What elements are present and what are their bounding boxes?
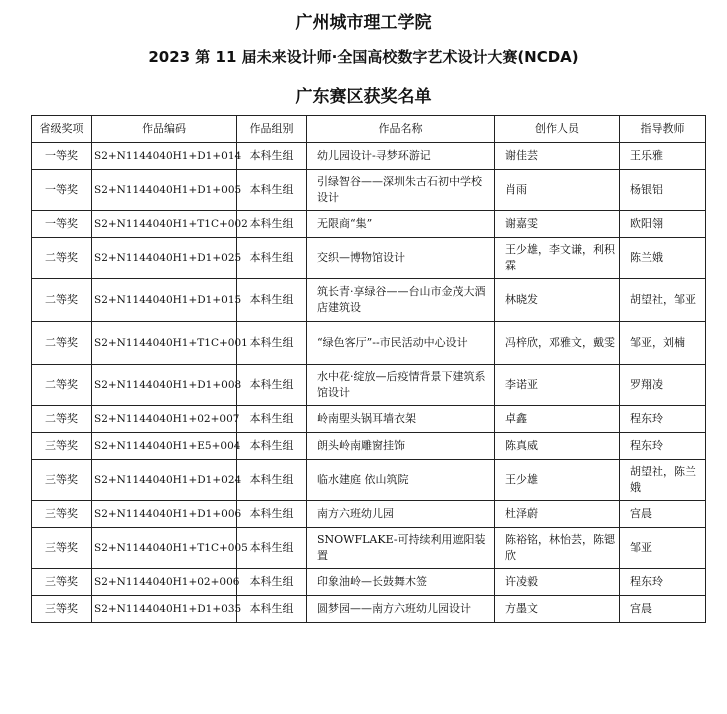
- award-cell: 一等奖: [32, 143, 92, 170]
- group-cell: 本科生组: [237, 433, 307, 460]
- code-cell: S2+N1144040H1+T1C+005: [92, 528, 237, 569]
- award-cell: 三等奖: [32, 460, 92, 501]
- table-row: [32, 365, 706, 406]
- col-creators: 创作人员: [495, 116, 620, 143]
- group-cell: 本科生组: [237, 170, 307, 211]
- table-row: [32, 406, 706, 433]
- col-code: 作品编码: [92, 116, 237, 143]
- award-cell: 一等奖: [32, 170, 92, 211]
- name-cell: 交织—博物馆设计: [307, 238, 495, 279]
- advisor-cell: 欧阳翎: [620, 211, 706, 238]
- award-cell: 三等奖: [32, 433, 92, 460]
- name-cell: 无限商“集”: [307, 211, 495, 238]
- creators-cell: 冯梓欣，邓雅文，戴雯: [495, 322, 620, 365]
- code-cell: S2+N1144040H1+D1+005: [92, 170, 237, 211]
- table-row: [32, 433, 706, 460]
- name-cell: 引绿智谷——深圳朱古石初中学校设计: [307, 170, 495, 211]
- award-table: [31, 115, 706, 623]
- creators-cell: 陈裕铭，林怡芸，陈锶欣: [495, 528, 620, 569]
- award-cell: 二等奖: [32, 279, 92, 322]
- creators-cell: 林晓发: [495, 279, 620, 322]
- advisor-cell: 宫晨: [620, 501, 706, 528]
- advisor-cell: 杨银铝: [620, 170, 706, 211]
- code-cell: S2+N1144040H1+T1C+001: [92, 322, 237, 365]
- group-cell: 本科生组: [237, 322, 307, 365]
- creators-cell: 谢嘉雯: [495, 211, 620, 238]
- group-cell: 本科生组: [237, 143, 307, 170]
- award-cell: 二等奖: [32, 238, 92, 279]
- table-row: [32, 596, 706, 623]
- code-cell: S2+N1144040H1+02+007: [92, 406, 237, 433]
- group-cell: 本科生组: [237, 460, 307, 501]
- code-cell: S2+N1144040H1+D1+014: [92, 143, 237, 170]
- code-cell: S2+N1144040H1+D1+015: [92, 279, 237, 322]
- table-row: [32, 501, 706, 528]
- group-cell: 本科生组: [237, 528, 307, 569]
- creators-cell: 许凌毅: [495, 569, 620, 596]
- creators-cell: 杜泽蔚: [495, 501, 620, 528]
- code-cell: S2+N1144040H1+02+006: [92, 569, 237, 596]
- code-cell: S2+N1144040H1+D1+025: [92, 238, 237, 279]
- award-cell: 三等奖: [32, 501, 92, 528]
- advisor-cell: 程东玲: [620, 406, 706, 433]
- award-cell: 二等奖: [32, 365, 92, 406]
- col-award: 省级奖项: [32, 116, 92, 143]
- group-cell: 本科生组: [237, 501, 307, 528]
- advisor-cell: 邹亚，刘楠: [620, 322, 706, 365]
- creators-cell: 李诺亚: [495, 365, 620, 406]
- school-title: 广州城市理工学院: [295, 13, 432, 33]
- advisor-cell: 罗翔凌: [620, 365, 706, 406]
- creators-cell: 王少雄: [495, 460, 620, 501]
- table-row: [32, 322, 706, 365]
- advisor-cell: 王乐雅: [620, 143, 706, 170]
- code-cell: S2+N1144040H1+T1C+002: [92, 211, 237, 238]
- group-cell: 本科生组: [237, 238, 307, 279]
- list-title: 广东赛区获奖名单: [295, 87, 432, 107]
- name-cell: 圆梦园——南方六班幼儿园设计: [307, 596, 495, 623]
- table-row: [32, 460, 706, 501]
- advisor-cell: 程东玲: [620, 569, 706, 596]
- creators-cell: 肖雨: [495, 170, 620, 211]
- name-cell: 南方六班幼儿园: [307, 501, 495, 528]
- code-cell: S2+N1144040H1+D1+024: [92, 460, 237, 501]
- table-row: [32, 170, 706, 211]
- col-name: 作品名称: [307, 116, 495, 143]
- creators-cell: 陈真威: [495, 433, 620, 460]
- award-cell: 一等奖: [32, 211, 92, 238]
- group-cell: 本科生组: [237, 596, 307, 623]
- creators-cell: 方墨文: [495, 596, 620, 623]
- table-row: [32, 279, 706, 322]
- name-cell: 幼儿园设计-寻梦环游记: [307, 143, 495, 170]
- group-cell: 本科生组: [237, 569, 307, 596]
- competition-title: 2023 第 11 届未来设计师·全国高校数字艺术设计大赛(NCDA): [148, 48, 579, 66]
- col-advisor: 指导教师: [620, 116, 706, 143]
- creators-cell: 卓鑫: [495, 406, 620, 433]
- award-cell: 三等奖: [32, 596, 92, 623]
- advisor-cell: 胡望社，陈兰娥: [620, 460, 706, 501]
- code-cell: S2+N1144040H1+D1+006: [92, 501, 237, 528]
- name-cell: 筑长青·享绿谷——台山市金茂大酒店建筑设: [307, 279, 495, 322]
- name-cell: “绿色客厅”--市民活动中心设计: [307, 322, 495, 365]
- advisor-cell: 陈兰娥: [620, 238, 706, 279]
- code-cell: S2+N1144040H1+D1+035: [92, 596, 237, 623]
- award-cell: 三等奖: [32, 569, 92, 596]
- table-header-row: [32, 116, 706, 143]
- group-cell: 本科生组: [237, 365, 307, 406]
- col-group: 作品组别: [237, 116, 307, 143]
- group-cell: 本科生组: [237, 279, 307, 322]
- group-cell: 本科生组: [237, 211, 307, 238]
- advisor-cell: 胡望社，邹亚: [620, 279, 706, 322]
- name-cell: 岭南堲头锅耳墙衣架: [307, 406, 495, 433]
- name-cell: 印象油岭—长鼓舞木签: [307, 569, 495, 596]
- name-cell: 临水建庭 依山筑院: [307, 460, 495, 501]
- table-row: [32, 143, 706, 170]
- table-row: [32, 211, 706, 238]
- table-row: [32, 238, 706, 279]
- award-cell: 二等奖: [32, 322, 92, 365]
- table-row: [32, 528, 706, 569]
- code-cell: S2+N1144040H1+E5+004: [92, 433, 237, 460]
- advisor-cell: 宫晨: [620, 596, 706, 623]
- award-cell: 三等奖: [32, 528, 92, 569]
- name-cell: SNOWFLAKE-可持续利用遮阳装置: [307, 528, 495, 569]
- advisor-cell: 邹亚: [620, 528, 706, 569]
- name-cell: 水中花·绽放—后疫情背景下建筑系馆设计: [307, 365, 495, 406]
- group-cell: 本科生组: [237, 406, 307, 433]
- code-cell: S2+N1144040H1+D1+008: [92, 365, 237, 406]
- award-cell: 二等奖: [32, 406, 92, 433]
- creators-cell: 王少雄，李文谦，利积霖: [495, 238, 620, 279]
- name-cell: 朗头岭南雕窗挂饰: [307, 433, 495, 460]
- creators-cell: 谢佳芸: [495, 143, 620, 170]
- table-row: [32, 569, 706, 596]
- advisor-cell: 程东玲: [620, 433, 706, 460]
